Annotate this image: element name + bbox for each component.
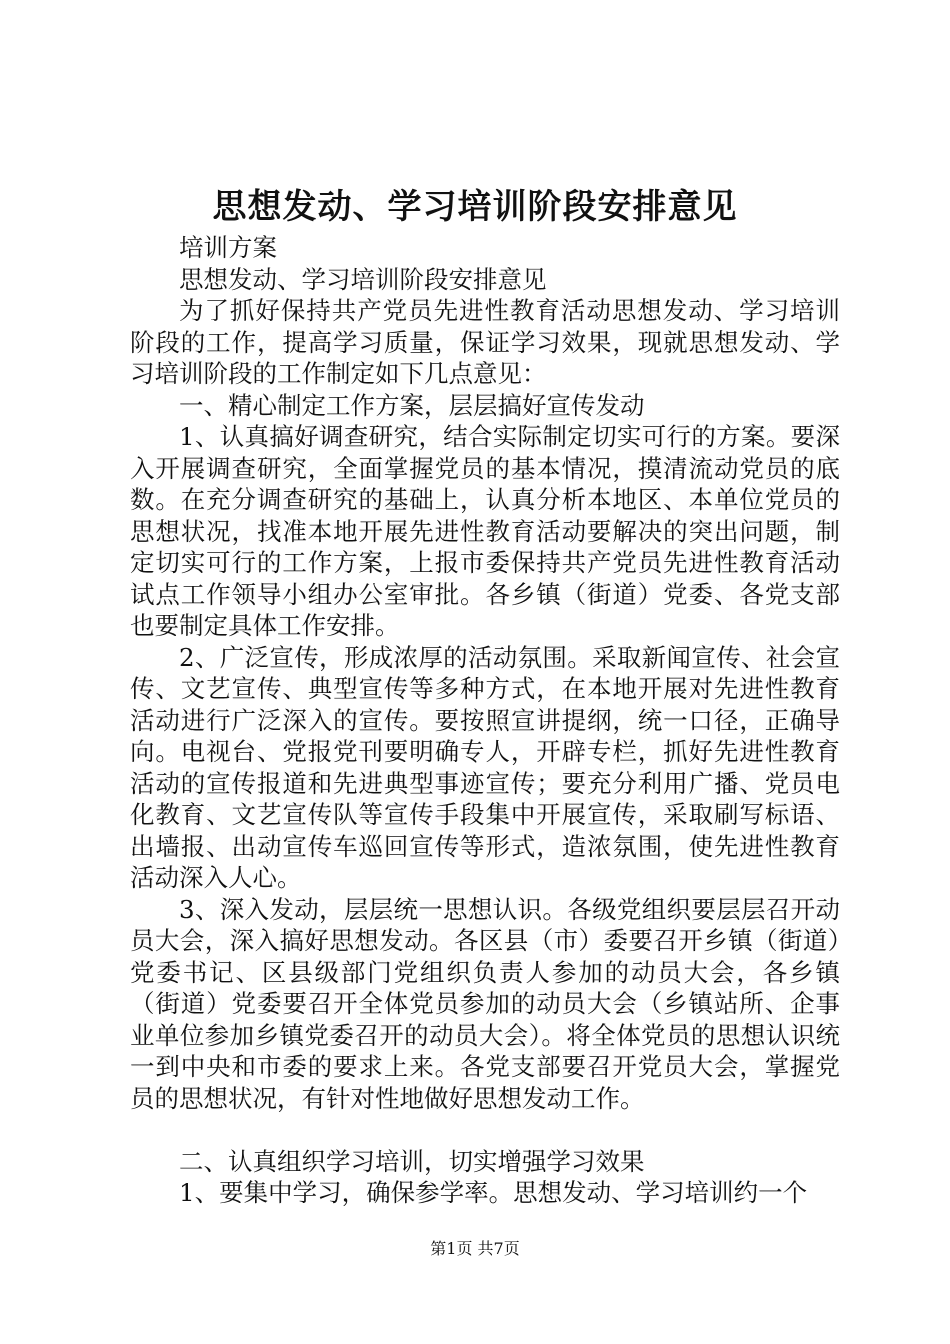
paragraph-item-1-1: 1、认真搞好调查研究，结合实际制定切实可行的方案。要深入开展调查研究，全面掌握党员的基本情况，摸清流动党员的底数。在充分调查研究的基础上，认真分析本地区、本单位党员的思想状况，找准本地开展先进性教育活动要解决的突出问题，制定切实可行的工作方案，上报市委保持共产党员先进性教育活动试点工作领导小组办公室审批。各乡镇（街道）党委、各党支部也要制定具体工作安排。 [130, 422, 840, 640]
paragraph-item-1-3: 3、深入发动，层层统一思想认识。各级党组织要层层召开动员大会，深入搞好思想发动。各区县（市）委要召开乡镇（街道）党委书记、区县级部门党组织负责人参加的动员大会，各乡镇（街道）党委要召开全体党员参加的动员大会（乡镇站所、企事业单位参加乡镇党委召开的动员大会）。将全体党员的思想认识统一到中央和市委的要求上来。各党支部要召开党员大会，掌握党员的思想状况，有针对性地做好思想发动工作。 [130, 894, 840, 1113]
paragraph-plan-label: 培训方案 [179, 233, 277, 262]
paragraph-subtitle: 思想发动、学习培训阶段安排意见 [179, 264, 547, 294]
document-title: 思想发动、学习培训阶段安排意见 [212, 187, 738, 227]
paragraph-item-1-2: 2、广泛宣传，形成浓厚的活动氛围。采取新闻宣传、社会宣传、文艺宣传、典型宣传等多种方式，在本地开展对先进性教育活动进行广泛深入的宣传。要按照宣讲提纲，统一口径，正确导向。电视台、党报党刊要明确专人，开辟专栏，抓好先进性教育活动的宣传报道和先进典型事迹宣传；要充分利用广播、党员电化教育、文艺宣传队等宣传手段集中开展宣传，采取刷写标语、出墙报、出动宣传车巡回宣传等形式，造浓氛围，使先进性教育活动深入人心。 [130, 642, 840, 892]
section-heading-2: 二、认真组织学习培训，切实增强学习效果 [179, 1146, 645, 1176]
document-body [130, 232, 840, 1209]
paragraph-intro: 为了抓好保持共产党员先进性教育活动思想发动、学习培训阶段的工作，提高学习质量，保证学习效果，现就思想发动、学习培训阶段的工作制定如下几点意见： [130, 296, 840, 388]
section-heading-1: 一、精心制定工作方案，层层搞好宣传发动 [179, 390, 645, 420]
page-footer: 第1页 共7页 [430, 1239, 520, 1258]
paragraph-item-2-1: 1、要集中学习，确保参学率。思想发动、学习培训约一个 [179, 1178, 808, 1207]
